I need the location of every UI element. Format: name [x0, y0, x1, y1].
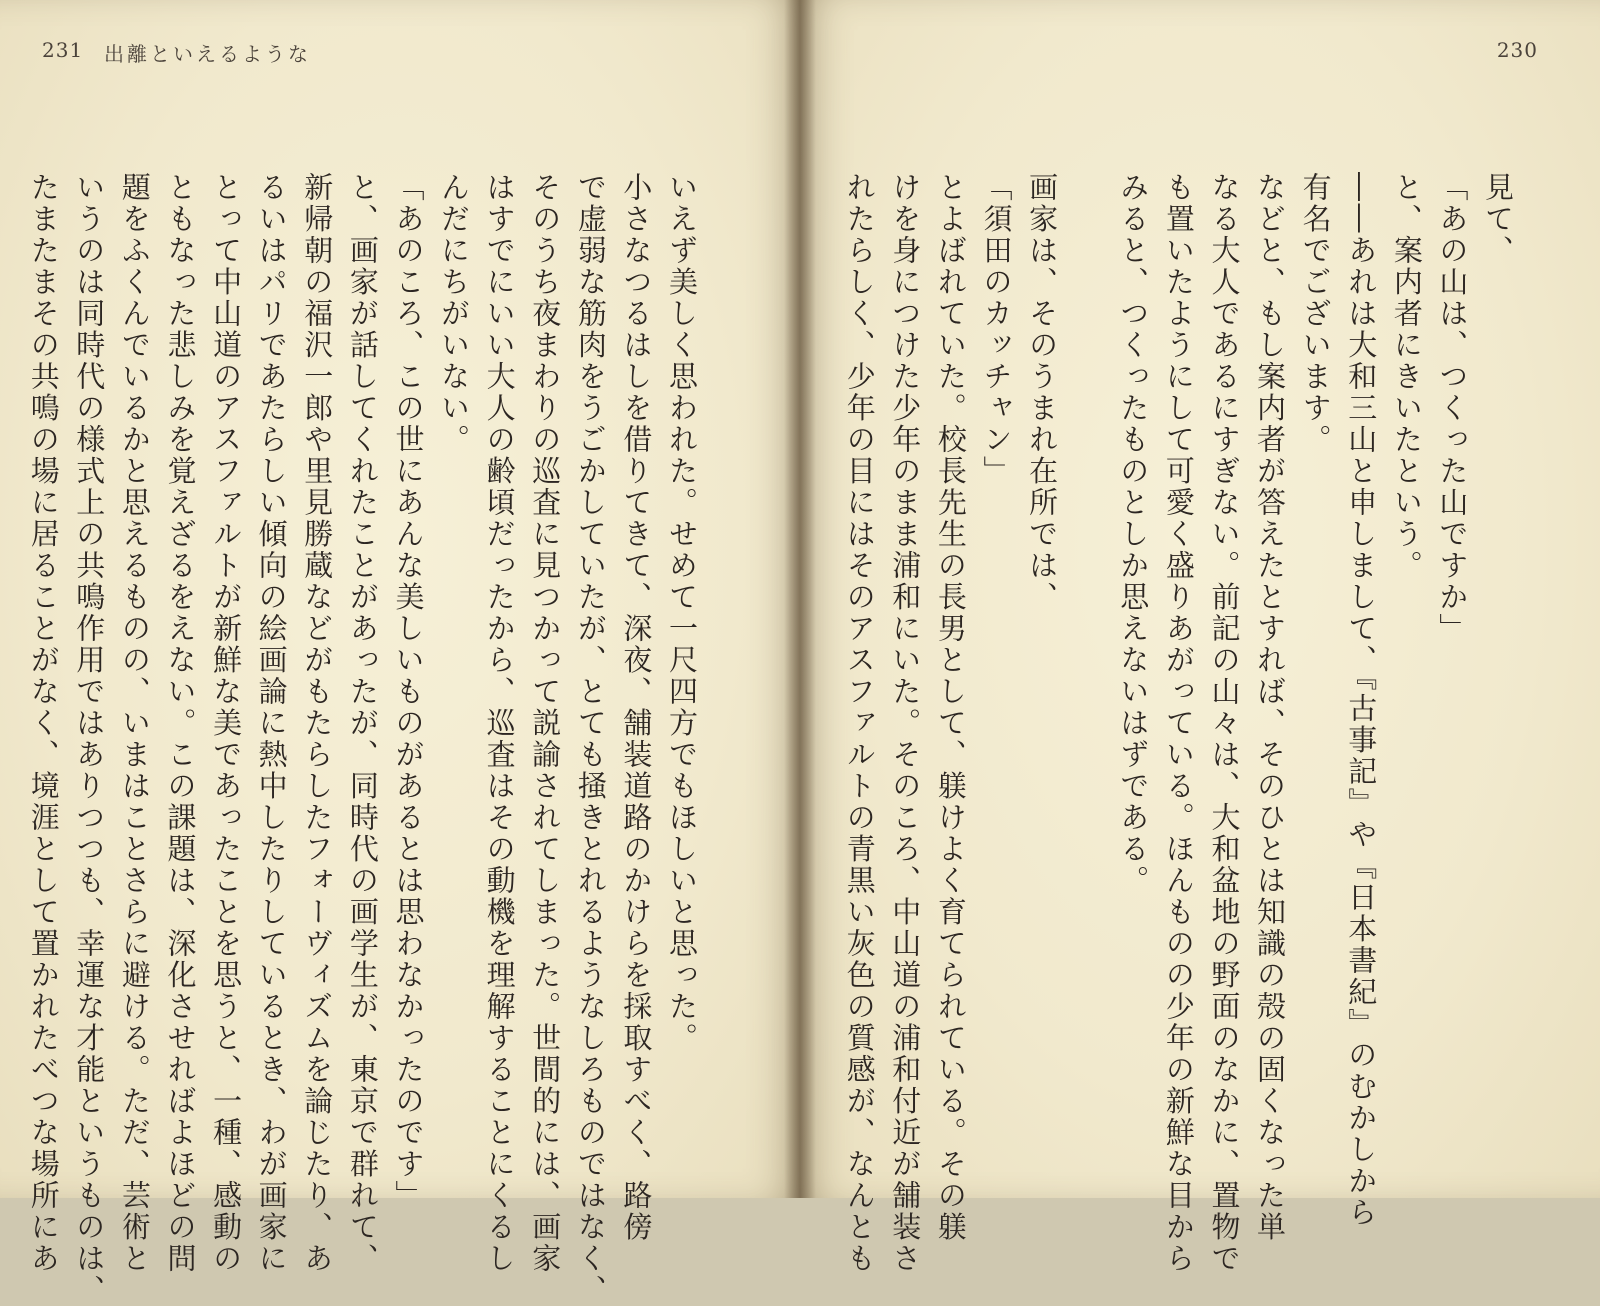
- text-line: そのうち夜まわりの巡査に見つかって説諭されてしまった。世間的には、画家: [528, 172, 563, 1275]
- text-line: ――あれは大和三山と申しまして、『古事記』や『日本書紀』のむかしから: [1344, 172, 1379, 1229]
- left-page-body: [26, 172, 704, 1306]
- text-line: 小さなつるはしを借りてきて、深夜、舗装道路のかけらを採取すべく、路傍: [619, 172, 654, 1243]
- left-page-number: 231: [42, 38, 84, 62]
- text-line: 「あのころ、この世にあんな美しいものがあるとは思わなかったのです」: [391, 172, 426, 1212]
- text-line: 見て、: [1481, 172, 1515, 267]
- text-line: はすでにいい大人の齢頃だったから、巡査はその動機を理解することにくるし: [482, 172, 517, 1275]
- text-line: と、画家が話してくれたことがあったが、同時代の画学生が、東京で群れて、: [345, 172, 380, 1275]
- text-line: ともなった悲しみを覚えざるをえない。この課題は、深化させればよほどの問: [163, 172, 198, 1275]
- right-page-number: 230: [1496, 38, 1538, 62]
- text-line: 「須田のカッチャン」: [979, 172, 1014, 487]
- right-page: [800, 0, 1600, 1275]
- text-line: みると、つくったものとしか思えないはずである。: [1116, 172, 1151, 897]
- text-line: 「あの山は、つくった山ですか」: [1435, 172, 1470, 645]
- text-line: るいはパリであたらしい傾向の絵画論に熱中したりしているとき、わが画家に: [254, 172, 289, 1275]
- blank-line: [1064, 172, 1110, 1172]
- text-line: 有名でございます。: [1298, 172, 1333, 456]
- text-line: いうのは同時代の様式上の共鳴作用ではありつつも、幸運な才能というものは、: [72, 172, 107, 1306]
- text-line: なる大人であるにすぎない。前記の山々は、大和盆地の野面のなかに、置物で: [1207, 172, 1242, 1275]
- text-line: で虚弱な筋肉をうごかしていたが、とても掻きとれるようなしろものではなく、: [573, 172, 608, 1306]
- right-page-body: [820, 172, 1520, 1275]
- text-line: けを身につけた少年のまま浦和にいた。そのころ、中山道の浦和付近が舗装さ: [888, 172, 923, 1275]
- text-line: などと、もし案内者が答えたとすれば、そのひとは知識の殻の固くなった単: [1253, 172, 1288, 1243]
- text-line: んだにちがいない。: [437, 172, 472, 456]
- text-line: れたらしく、少年の目にはそのアスファルトの青黒い灰色の質感が、なんとも: [842, 172, 877, 1275]
- running-title: 出離といえるような: [104, 42, 311, 66]
- text-line: いえず美しく思われた。せめて一尺四方でもほしいと思った。: [665, 172, 699, 1054]
- text-line: と、案内者にきいたという。: [1389, 172, 1424, 582]
- text-line: 題をふくんでいるかと思えるものの、いまはことさらに避ける。ただ、芸術と: [117, 172, 152, 1275]
- text-line: とって中山道のアスファルトが新鮮な美であったことを思うと、一種、感動の: [209, 172, 244, 1275]
- text-line: も置いたようにして可愛く盛りあがっている。ほんものの少年の新鮮な目から: [1161, 172, 1196, 1275]
- text-line: とよばれていた。校長先生の長男として、躾けよく育てられている。その躾: [933, 172, 968, 1243]
- text-line: たまたまその共鳴の場に居ることがなく、境涯として置かれたべつな場所にあ: [26, 172, 61, 1275]
- text-line: 新帰朝の福沢一郎や里見勝蔵などがもたらしたフォーヴィズムを論じたり、あ: [300, 172, 335, 1275]
- text-line: 画家は、そのうまれ在所では、: [1025, 172, 1060, 613]
